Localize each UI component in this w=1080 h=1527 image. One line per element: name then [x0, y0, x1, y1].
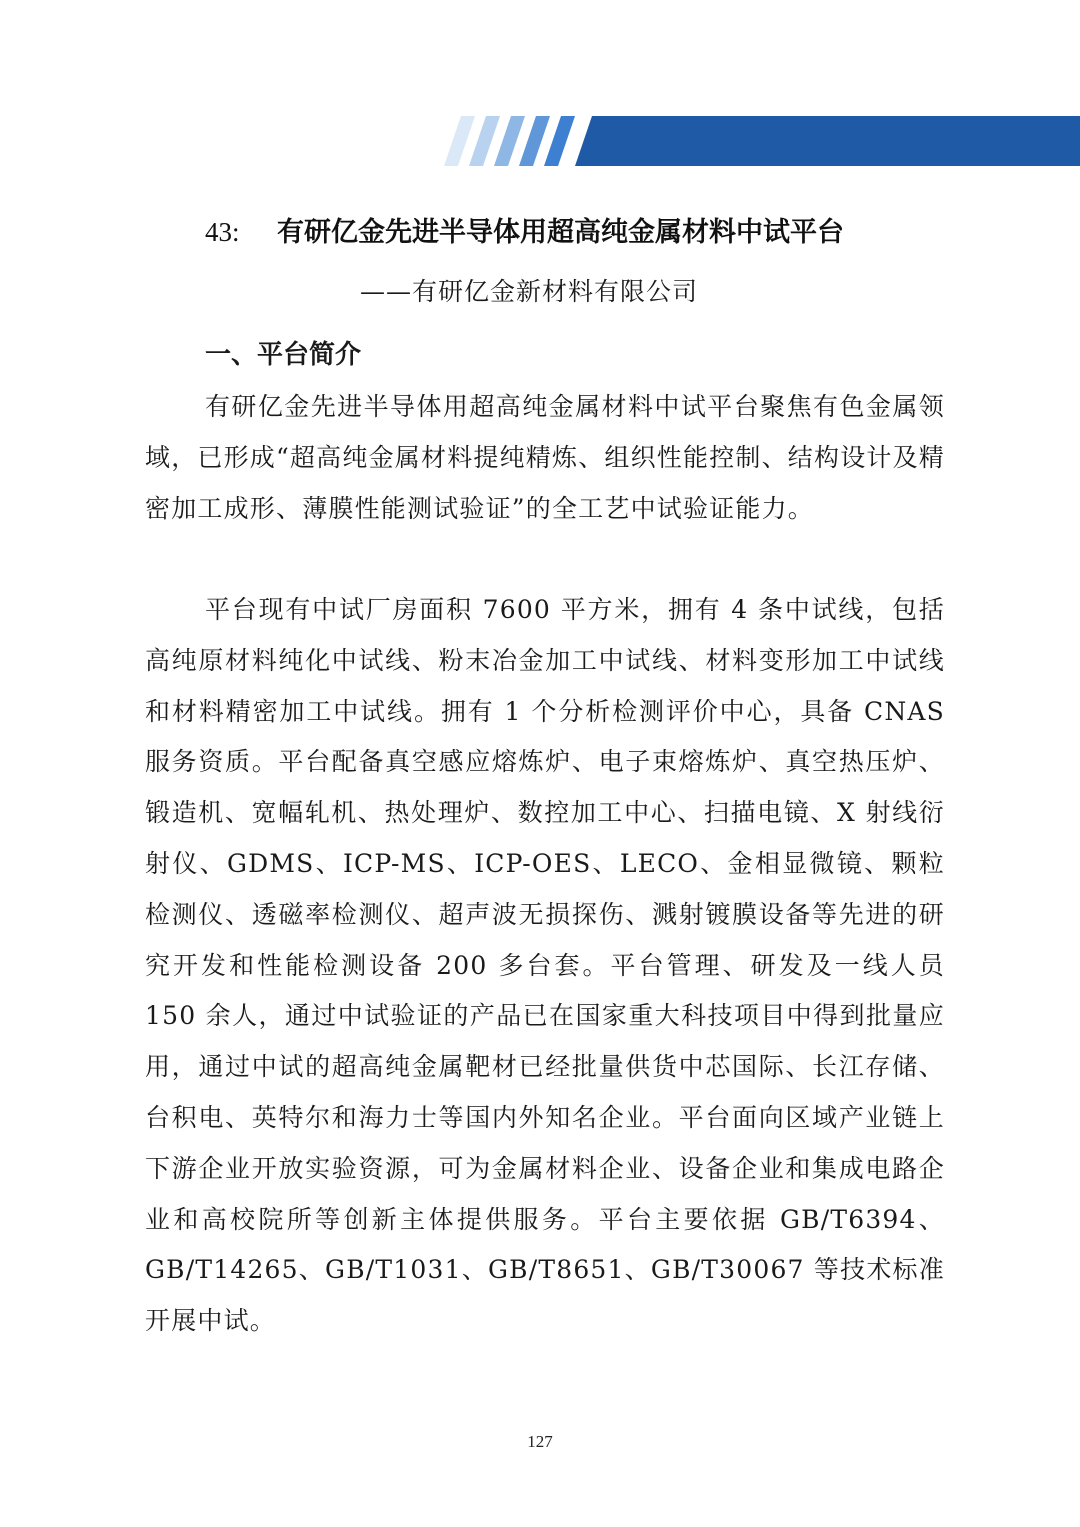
body-paragraph-details: 平台现有中试厂房面积 7600 平方米，拥有 4 条中试线，包括高纯原材料纯化中试线、粉末冶金加工中试线、材料变形加工中试线和材料精密加工中试线。拥有 1 个分析检测评价中心，具备 CNAS 服务资质。平台配备真空感应熔炼炉、电子束熔炼炉、真空热压炉、锻造机、宽幅轧机、热处理炉、数控加工中心、扫描电镜、X 射线衍射仪、GDMS、ICP-MS、ICP-OES、LECO、金相显微镜、颗粒检测仪、透磁率检测仪、超声波无损探伤、溅射镀膜设备等先进的研究开发和性能检测设备 200 多台套。平台管理、研发及一线人员 150 余人，通过中试验证的产品已在国家重大科技项目中得到批量应用，通过中试的超高纯金属靶材已经批量供货中芯国际、长江存储、台积电、英特尔和海力士等国内外知名企业。平台面向区域产业链上下游企业开放实验资源，可为金属材料企业、设备企业和集成电路企业和高校院所等创新主体提供服务。平台主要依据 GB/T6394、GB/T14265、GB/T1031、GB/T8651、GB/T30067 等技术标准开展中试。	[145, 595, 945, 1336]
handbook-title: 北京市制造业中试平台对外开放服务手册	[612, 14, 999, 38]
header-banner-shape	[575, 116, 1080, 166]
platform-name: 有研亿金先进半导体用超高纯金属材料中试平台	[277, 217, 844, 248]
body-paragraph-intro: 有研亿金先进半导体用超高纯金属材料中试平台聚焦有色金属领域，已形成“超高纯金属材料提纯精炼、组织性能控制、结构设计及精密加工成形、薄膜性能测试验证”的全工艺中试验证能力。	[145, 392, 945, 523]
platform-number: 43:	[205, 217, 240, 247]
platform-title	[205, 210, 844, 254]
section-heading: 一、平台简介	[205, 340, 362, 370]
decorative-stripes	[0, 116, 600, 166]
page-header-banner	[0, 116, 1080, 166]
company-subtitle: ——有研亿金新材料有限公司	[360, 277, 699, 306]
page-number: 127	[527, 1432, 553, 1451]
